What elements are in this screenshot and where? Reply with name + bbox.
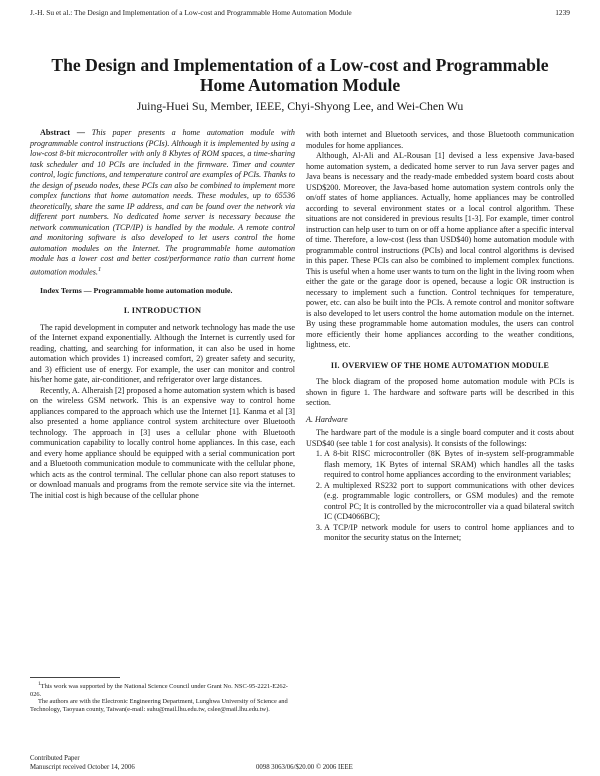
overview-paragraph: The block diagram of the proposed home automation module with PCIs is shown in figure 1. The hardware and software parts will be described in this section. (306, 377, 574, 407)
footnotes (30, 681, 295, 714)
hardware-list-item: 2. A multiplexed RS232 port to support communications with other devices (e.g. programmable logic controllers, or GSM modules) and the remote control PC; It is controlled by the microcontroller via a quad bilateral switch IC (CD4066BC); (324, 481, 574, 523)
contributed-paper-label: Contributed Paper (30, 755, 80, 762)
hardware-list (306, 449, 574, 544)
right-continued-paragraph: with both internet and Bluetooth services, and those Bluetooth communication modules for home appliances. (306, 130, 574, 150)
page-number: 1239 (555, 8, 570, 17)
hardware-list-item: 3. A TCP/IP network module for users to control home appliances and to monitor the security status on the Internet; (324, 523, 574, 544)
copyright-code: 0098 3063/06/$20.00 © 2006 IEEE (256, 764, 353, 771)
intro-paragraph-2: Recently, A. Alheraish [2] proposed a home automation system which is based on the wireless GSM network. This is an expensive way to control home appliances compared to the approach which use the Internet [1]. Kanma et al [3] also presented a home appliance control system architecture over Bluetooth technology. The approach in [3] uses a cellular phone with Bluetooth communication capability to locally control home appliances. In this case, each and every home appliance should be equipped with a serial communication port and a Bluetooth communication module to communicate with the cellular phone, which acts as the control terminal. The cellular phone can also report statuses to or download manuals and programs from the remote service site via the internet. The initial cost is high because of the cellular phone (30, 385, 295, 500)
section-heading-overview: II. OVERVIEW OF THE HOME AUTOMATION MODULE (330, 360, 550, 370)
intro-paragraph-1: The rapid development in computer and network technology has made the use of the Internet expand exponentially. Although the Internet is currently used for reading, chatting, and searching for information, it can also be used in home automation which provides 1) increased comfort, 2) greater safety and security, and 3) efficient use of energy. For example, the user can monitor and control his/her home gate, air-conditioner, and refrigerator over large distances. (30, 322, 295, 385)
paper-title: The Design and Implementation of a Low-cost and Programmable Home Automation Module (51, 55, 549, 95)
abstract-footnote-mark: 1 (97, 265, 102, 273)
hardware-list-item: 1. A 8-bit RISC microcontroller (8K Bytes of in-system self-programmable flash memory, 1K Bytes of internal SRAM) which handles all the tasks required to control home appliances according to the environment variables; (324, 449, 574, 481)
subsection-heading-hardware: A. Hardware (306, 414, 348, 424)
footnote-affiliation: The authors are with the Electronic Engineering Department, Lunghwa University of Science and Technology, Taoyuan county, Taiwan(e-mail: suhu@mail.lhu.edu.tw, cslee@mail.lhu.edu.tw). (30, 698, 288, 713)
right-column (306, 130, 574, 544)
left-column (30, 128, 295, 501)
abstract (30, 128, 295, 278)
abstract-label: Abstract — (40, 128, 85, 137)
section-heading-introduction: I. INTRODUCTION (123, 306, 202, 316)
footnote-funding: $^1$This work was supported by the National Science Council under Grant No. NSC-95-2221-E262-026. (30, 681, 288, 698)
author-list: Juing-Huei Su, Member, IEEE, Chyi-Shyong Lee, and Wei-Chen Wu (136, 99, 464, 113)
abstract-text: This paper presents a home automation module with programmable control instructions (PCIs). Although it is implemented by using a low-cost 8-bit microcontroller with only 8 Kbytes of ROM spaces, a time-sharing task scheduler and 10 PCIs are included in the firmware. Timer and counter control, logic functions, and temperature control are examples of PCIs. Thanks to the design of pseudo nodes, these PCIs can also be combined to implement more complex functions that home automation needs. These modules, up to 65536 theoretically, share the same IP address, and can be found over the network via different port numbers. No dedicated home server is necessary because the network communication (TCP/IP) is handled by the module. A remote control and monitoring software is also developed to let users control the home automation modules on the Internet. The programmable home automation module has a lower cost and better cost/performance ratio than current home automation modules. (30, 128, 295, 277)
footnote-divider (30, 677, 120, 678)
index-terms: Index Terms — Programmable home automation module. (40, 285, 233, 295)
hardware-paragraph: The hardware part of the module is a single board computer and it costs about USD$40 (see table 1 for cost analysis). It consists of the followings: (306, 428, 574, 448)
running-title: J.-H. Su et al.: The Design and Implementation of a Low-cost and Programmable Home Automation Module (30, 8, 352, 17)
manuscript-received: Manuscript received October 14, 2006 (30, 764, 135, 771)
right-paragraph-1: Although, Al-Ali and AL-Rousan [1] devised a less expensive Java-based home automation system, a dedicated home server to run Java server pages and Java beans is necessary and the ready-made embedded system board costs about USD$200. Moreover, the Java-based home automation system controls only the on/off states of home appliances. Actually, home appliances may be controlled according to several environment states or a local control algorithm. These situations are not considered in previous results [1-3]. For example, timer control instruction can help user to turn on or off a home appliance after a specific interval of time. Therefore, a low-cost (less than USD$40) home automation module with programmable control instructions (PCIs) and local control algorithms is devised in this paper. These PCIs can also be combined to implement complex functions. This is useful when a home user wants to turn on the light in the living room when either the gate or the garage door is opened, because a logic OR instruction is necessary to implement such a function. Control techniques for temperature, power, etc. can also be built into the PCIs. A remote control and monitor software is also developed to let users control the home automation module on the internet. By using these programmable home automation modules, the users can control more efficiently their home appliances according to the weather conditions, lightness, etc. (306, 151, 574, 349)
footnote-funding-text: This work was supported by the National Science Council under Grant No. NSC-95-2221-E262-026. (30, 683, 288, 698)
